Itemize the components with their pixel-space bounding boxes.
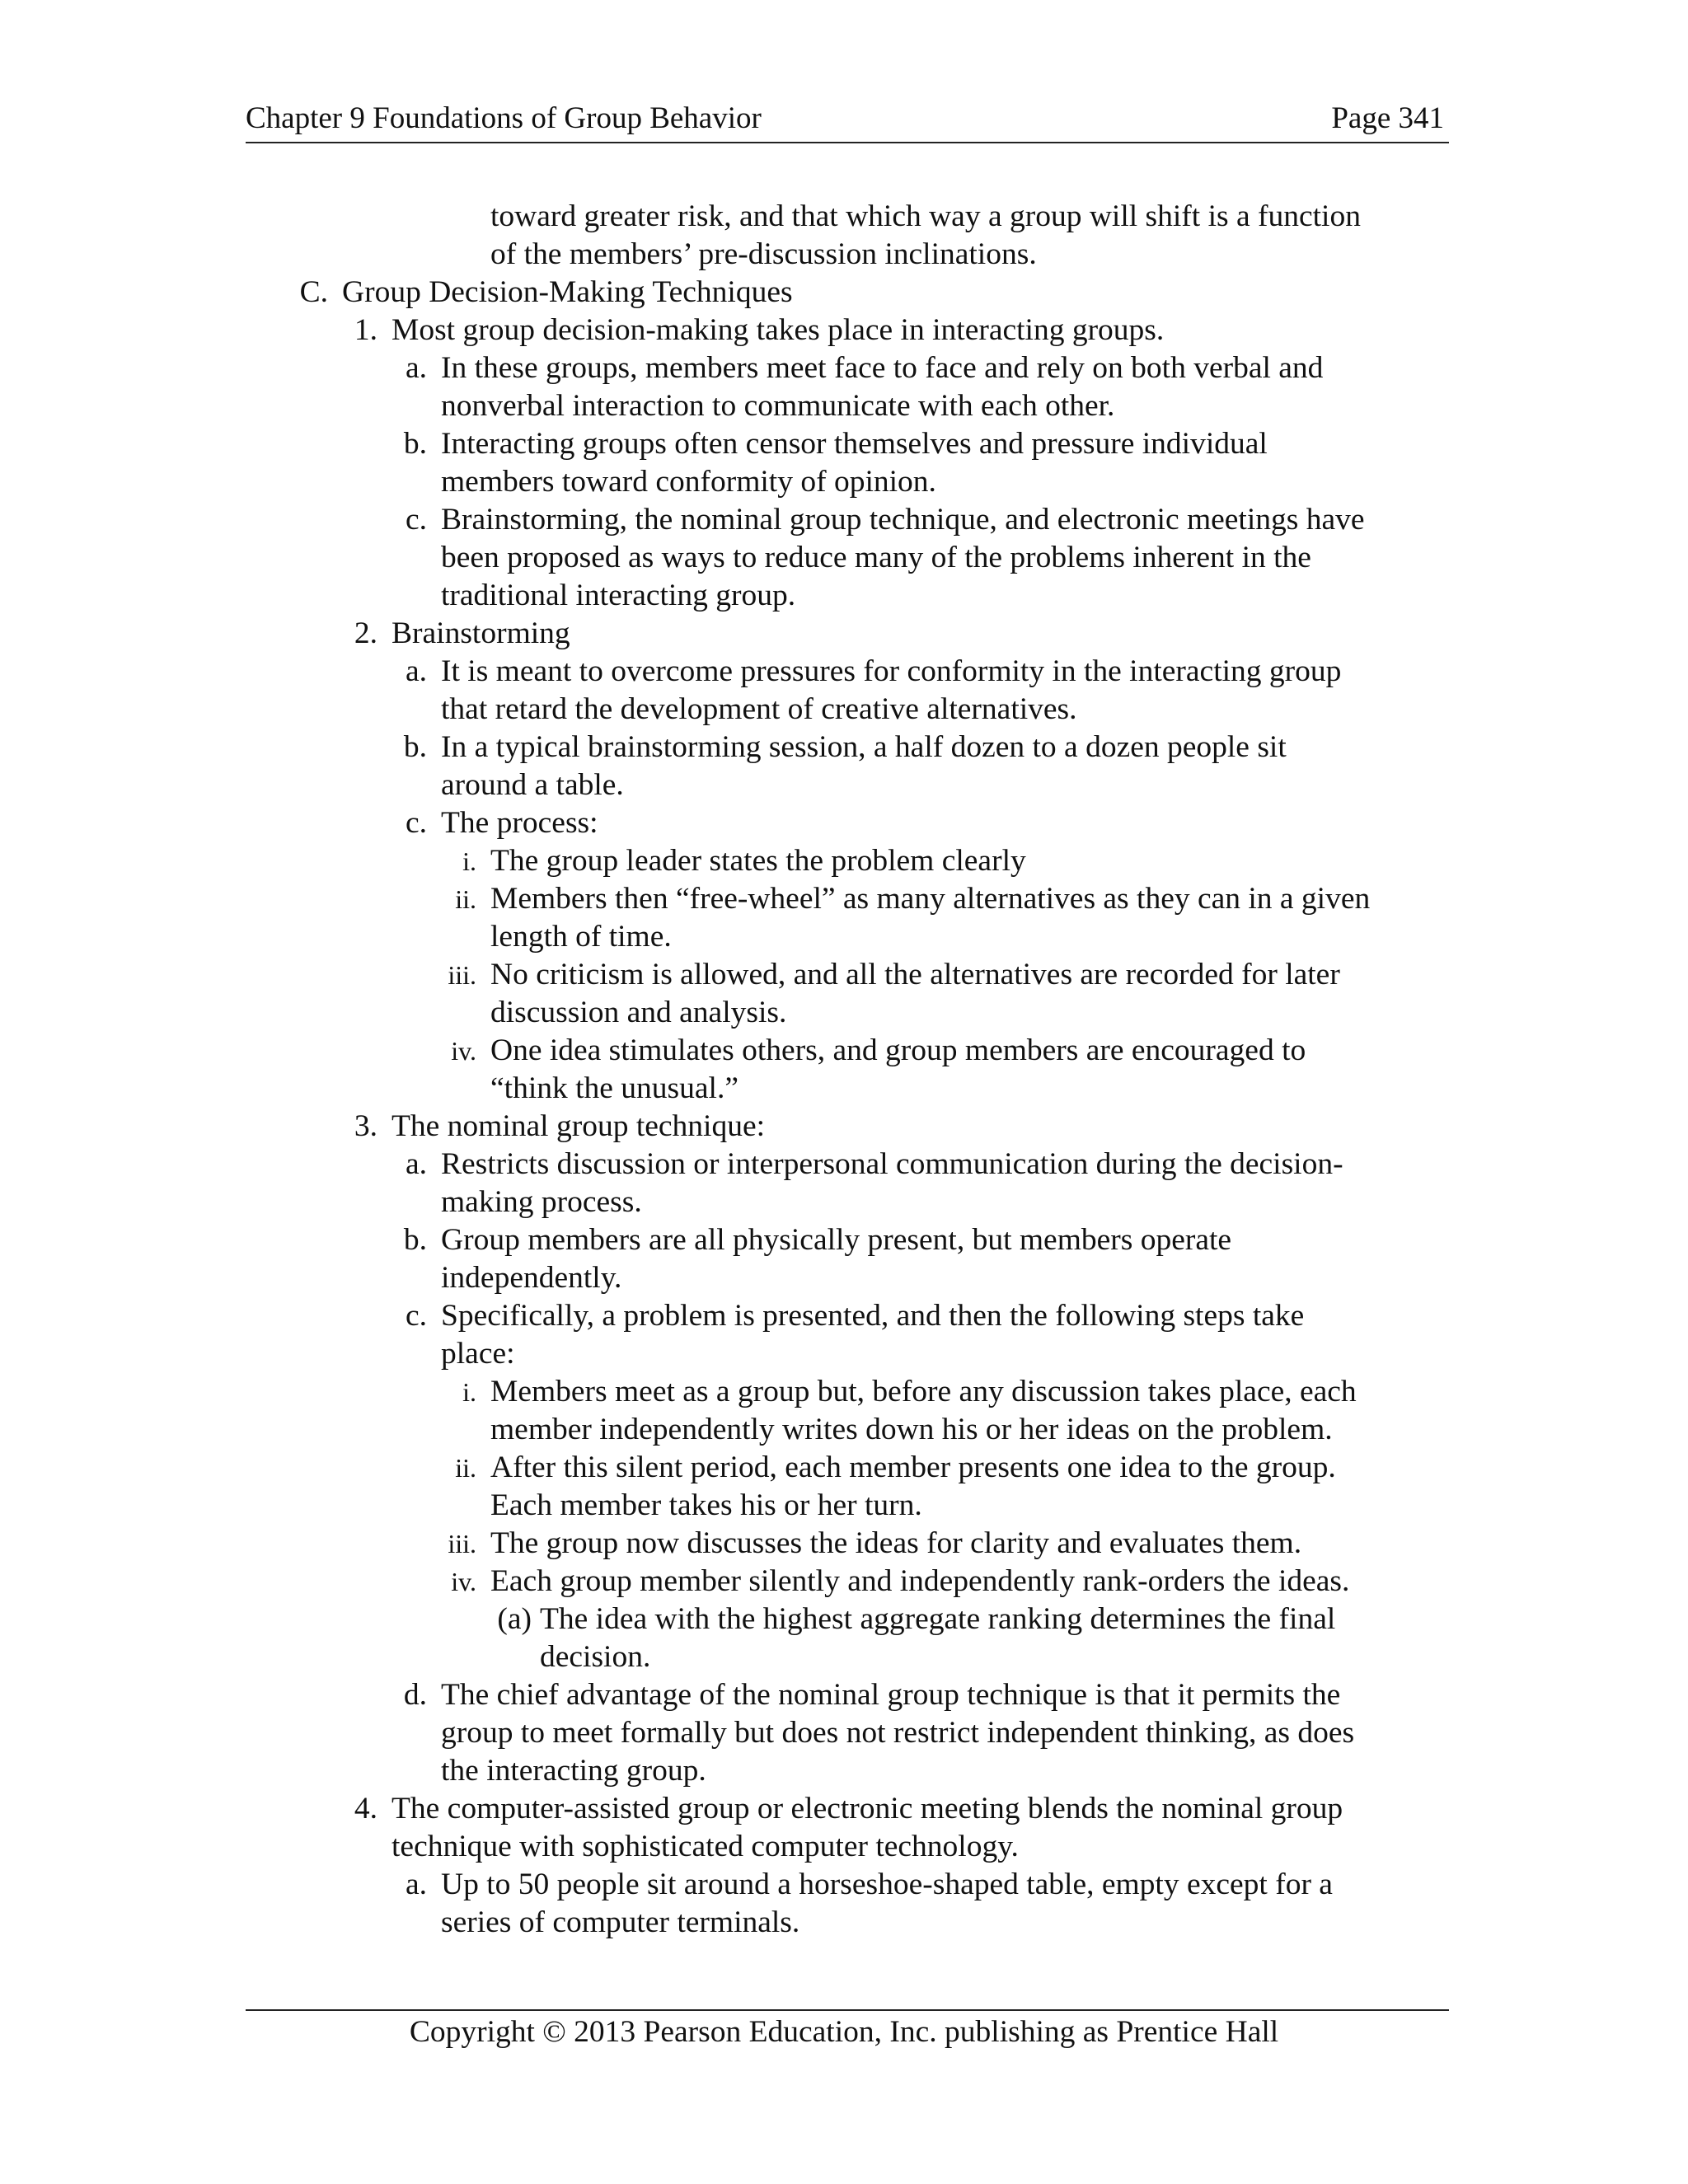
copyright-footer: Copyright © 2013 Pearson Education, Inc. publishing as Prentice Hall	[409, 2015, 1279, 2049]
outline-marker: iii.	[448, 1529, 476, 1558]
outline-text-line: toward greater risk, and that which way a group will shift is a function	[490, 199, 1361, 233]
outline-text-line: After this silent period, each member presents one idea to the group.	[490, 1451, 1336, 1484]
outline-text-line: discussion and analysis.	[490, 996, 787, 1029]
outline-text-line: independently.	[441, 1261, 622, 1295]
outline-text-line: Members then “free-wheel” as many alternatives as they can in a given	[490, 882, 1371, 916]
outline-marker: ii.	[455, 884, 476, 914]
outline-text-line: been proposed as ways to reduce many of the problems inherent in the	[441, 541, 1311, 574]
outline-marker: 3.	[354, 1109, 377, 1143]
outline-marker: a.	[405, 654, 427, 688]
outline-text-line: Brainstorming	[392, 616, 570, 650]
outline-marker: a.	[405, 351, 427, 385]
page-number: Page 341	[1331, 101, 1444, 135]
outline-marker: (a)	[497, 1602, 532, 1636]
outline-text-line: around a table.	[441, 768, 624, 802]
outline-marker: iii.	[448, 960, 476, 990]
outline-text-line: Interacting groups often censor themselves and pressure individual	[441, 427, 1268, 461]
outline-text-line: technique with sophisticated computer technology.	[392, 1830, 1019, 1863]
outline-text-line: Each member takes his or her turn.	[490, 1488, 922, 1522]
outline-marker: C.	[299, 275, 328, 309]
outline-text-line: “think the unusual.”	[490, 1071, 738, 1105]
outline-text-line: The group now discusses the ideas for clarity and evaluates them.	[490, 1526, 1302, 1560]
outline-text-line: Specifically, a problem is presented, and then the following steps take	[441, 1299, 1305, 1333]
outline-text-line: members toward conformity of opinion.	[441, 465, 936, 499]
outline-text-line: that retard the development of creative alternatives.	[441, 692, 1077, 726]
outline-marker: i.	[462, 846, 476, 876]
outline-marker: 1.	[354, 313, 377, 347]
outline-marker: a.	[405, 1868, 427, 1901]
outline-text-line: No criticism is allowed, and all the alternatives are recorded for later	[490, 958, 1340, 991]
outline-marker: b.	[403, 1223, 427, 1257]
outline-marker: a.	[405, 1147, 427, 1181]
outline-marker: c.	[405, 806, 427, 840]
outline-text-line: series of computer terminals.	[441, 1905, 800, 1939]
outline-text-line: decision.	[540, 1640, 651, 1674]
outline-text-line: Each group member silently and independently rank-orders the ideas.	[490, 1564, 1350, 1598]
outline-marker: c.	[405, 1299, 427, 1333]
outline-marker: iv.	[451, 1036, 476, 1066]
outline-marker: b.	[403, 730, 427, 764]
outline-marker: c.	[405, 503, 427, 537]
footer-rule	[246, 2009, 1449, 2011]
outline-marker: ii.	[455, 1453, 476, 1483]
outline-text-line: The nominal group technique:	[392, 1109, 766, 1143]
outline-text-line: group to meet formally but does not restrict independent thinking, as does	[441, 1716, 1355, 1750]
outline-text-line: the interacting group.	[441, 1754, 706, 1788]
outline-text-line: The group leader states the problem clearly	[490, 844, 1026, 878]
outline-text-line: making process.	[441, 1185, 642, 1219]
outline-text-line: The idea with the highest aggregate ranking determines the final	[540, 1602, 1336, 1636]
outline-marker: 2.	[354, 616, 377, 650]
outline-text-line: Brainstorming, the nominal group technique, and electronic meetings have	[441, 503, 1365, 537]
outline-text-line: It is meant to overcome pressures for conformity in the interacting group	[441, 654, 1342, 688]
outline-text-line: nonverbal interaction to communicate with each other.	[441, 389, 1115, 423]
outline-text-line: Restricts discussion or interpersonal communication during the decision-	[441, 1147, 1343, 1181]
outline-text-line: length of time.	[490, 920, 672, 954]
outline-marker: d.	[403, 1678, 427, 1712]
outline-text-line: The process:	[441, 806, 598, 840]
outline-text-line: Members meet as a group but, before any discussion takes place, each	[490, 1375, 1357, 1408]
outline-text-line: In these groups, members meet face to face and rely on both verbal and	[441, 351, 1324, 385]
outline-marker: iv.	[451, 1567, 476, 1596]
outline-text-line: place:	[441, 1337, 515, 1371]
outline-text-line: Group Decision-Making Techniques	[342, 275, 793, 309]
outline-text-line: Up to 50 people sit around a horseshoe-shaped table, empty except for a	[441, 1868, 1333, 1901]
outline-marker: 4.	[354, 1792, 377, 1825]
outline-marker: i.	[462, 1377, 476, 1407]
outline-text-line: Most group decision-making takes place in interacting groups.	[392, 313, 1165, 347]
outline-text-line: Group members are all physically present, but members operate	[441, 1223, 1232, 1257]
chapter-title: Chapter 9 Foundations of Group Behavior	[246, 101, 762, 135]
page-header	[246, 96, 1449, 143]
outline-text-line: In a typical brainstorming session, a half dozen to a dozen people sit	[441, 730, 1287, 764]
outline-text-line: of the members’ pre-discussion inclinations.	[490, 237, 1037, 271]
outline-marker: b.	[403, 427, 427, 461]
outline-text-line: The computer-assisted group or electronic meeting blends the nominal group	[392, 1792, 1343, 1825]
outline-text-line: member independently writes down his or her ideas on the problem.	[490, 1413, 1333, 1446]
outline-text-line: One idea stimulates others, and group members are encouraged to	[490, 1033, 1306, 1067]
outline-text-line: traditional interacting group.	[441, 579, 796, 612]
outline-text-line: The chief advantage of the nominal group technique is that it permits the	[441, 1678, 1341, 1712]
